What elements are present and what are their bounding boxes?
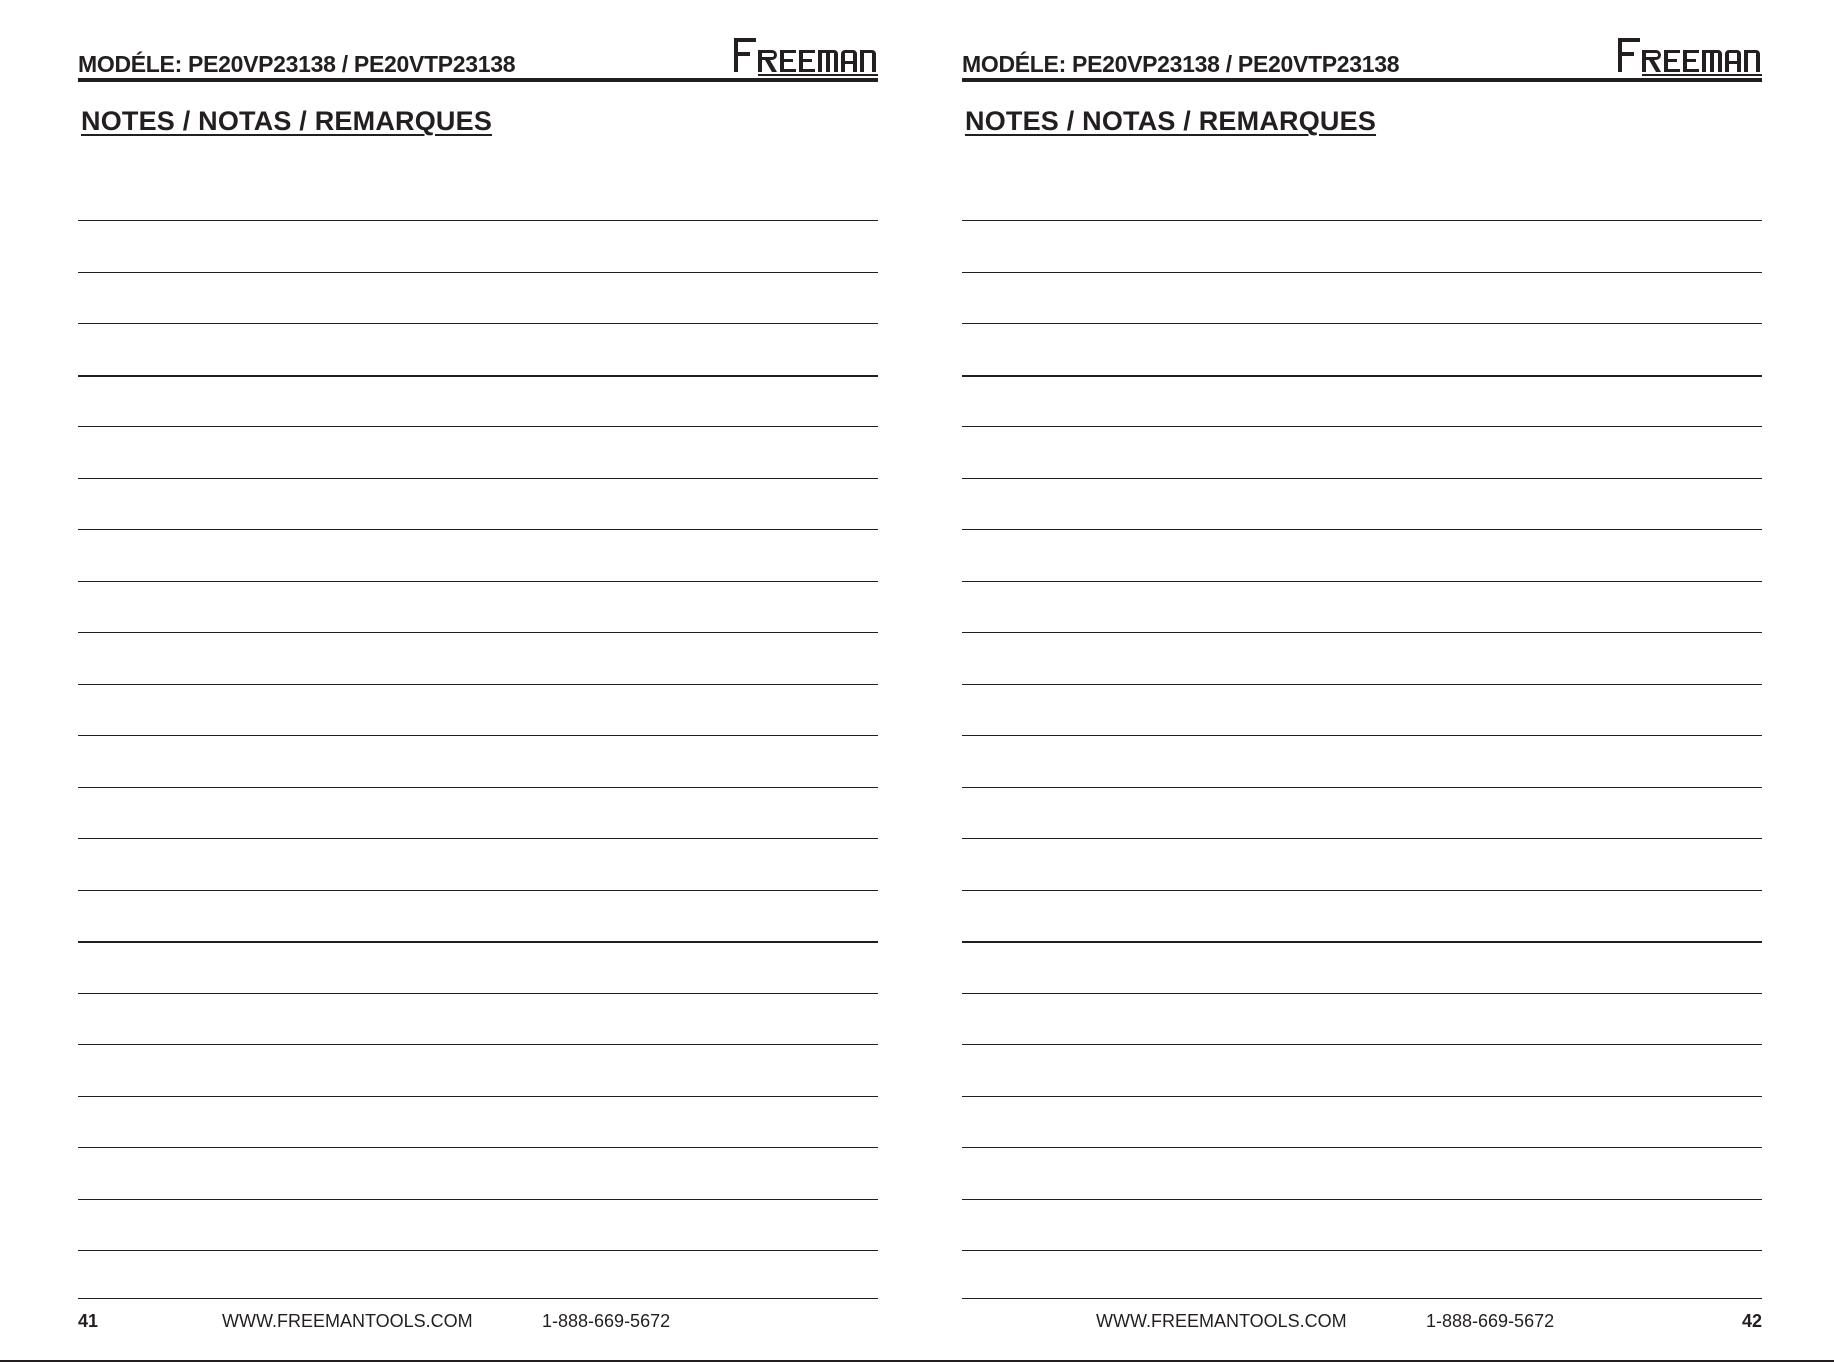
website-link[interactable]: WWW.FREEMANTOOLS.COM — [222, 1311, 473, 1331]
note-line — [78, 529, 878, 530]
footer-rule — [78, 1298, 878, 1299]
note-line — [78, 581, 878, 582]
page-number: 41 — [78, 1311, 99, 1331]
note-line — [78, 323, 878, 324]
note-line — [78, 1096, 878, 1097]
note-line — [78, 1044, 878, 1045]
note-line — [962, 632, 1762, 633]
note-line — [78, 1147, 878, 1148]
note-line — [962, 375, 1762, 377]
page-number: 42 — [1741, 1311, 1762, 1331]
note-line — [78, 993, 878, 994]
phone-number: 1-888-669-5672 — [542, 1311, 671, 1331]
note-line — [962, 941, 1762, 943]
note-line — [962, 581, 1762, 582]
note-line — [962, 272, 1762, 273]
note-line — [962, 787, 1762, 788]
note-line — [78, 478, 878, 479]
note-line — [78, 1250, 878, 1251]
page-right — [962, 0, 1762, 1362]
note-line — [962, 1044, 1762, 1045]
note-line — [78, 632, 878, 633]
notes-title: NOTES / NOTAS / REMARQUES — [965, 106, 1377, 136]
note-line — [78, 684, 878, 685]
note-line — [78, 838, 878, 839]
page-footer — [78, 1298, 878, 1338]
note-line — [78, 1199, 878, 1200]
note-line — [78, 787, 878, 788]
note-line — [78, 735, 878, 736]
note-line — [962, 838, 1762, 839]
note-line — [962, 1199, 1762, 1200]
note-line — [78, 220, 878, 221]
note-line — [962, 890, 1762, 891]
note-line — [962, 684, 1762, 685]
note-line — [962, 735, 1762, 736]
note-line — [962, 529, 1762, 530]
page-left — [78, 0, 878, 1362]
note-line — [78, 272, 878, 273]
note-line — [78, 941, 878, 943]
page-footer — [962, 1298, 1762, 1338]
note-line — [78, 890, 878, 891]
note-line — [962, 1096, 1762, 1097]
note-line — [962, 478, 1762, 479]
notes-title: NOTES / NOTAS / REMARQUES — [81, 106, 493, 136]
model-label: MODÉLE: PE20VP23138 / PE20VTP23138 — [78, 51, 516, 77]
note-line — [962, 993, 1762, 994]
note-line — [962, 220, 1762, 221]
note-lines — [962, 0, 1762, 1300]
footer-rule — [962, 1298, 1762, 1299]
model-label: MODÉLE: PE20VP23138 / PE20VTP23138 — [962, 51, 1400, 77]
note-line — [962, 426, 1762, 427]
note-line — [962, 323, 1762, 324]
note-line — [78, 375, 878, 377]
note-line — [78, 426, 878, 427]
website-link[interactable]: WWW.FREEMANTOOLS.COM — [1096, 1311, 1347, 1331]
note-line — [962, 1250, 1762, 1251]
note-line — [962, 1147, 1762, 1148]
note-lines — [78, 0, 878, 1300]
phone-number: 1-888-669-5672 — [1426, 1311, 1555, 1331]
